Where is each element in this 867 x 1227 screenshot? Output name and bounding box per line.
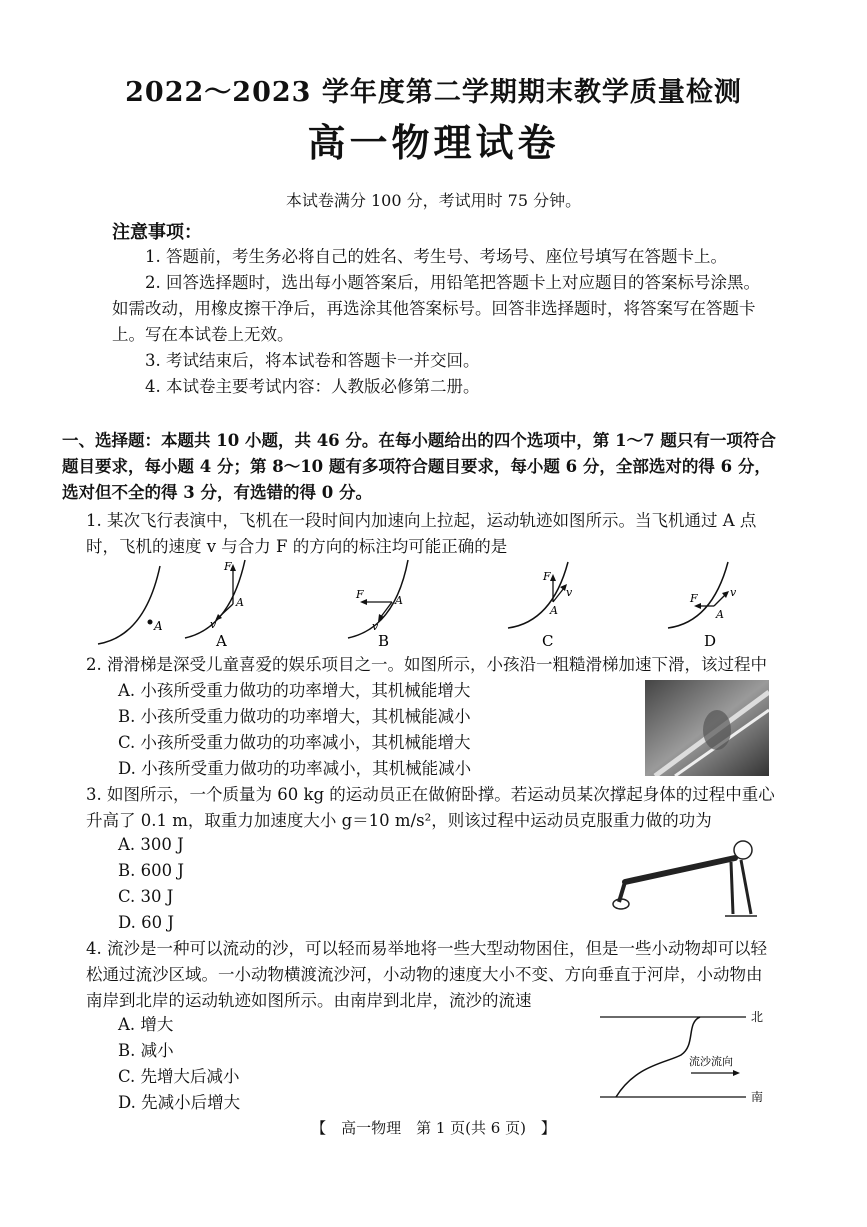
notice-item-4: 4. 本试卷主要考试内容：人教版必修第二册。	[145, 377, 480, 396]
question-3-stem: 3. 如图所示，一个质量为 60 kg 的运动员正在做俯卧撑。若运动员某次撑起身体的过程中重心升高了 0.1 m，取重力加速度大小 g＝10 m/s²，则该过程中运动员克服重力做的功为	[86, 785, 775, 830]
question-4-option-d: D. 先减小后增大	[118, 1093, 241, 1112]
question-3-option-d: D. 60 J	[118, 913, 174, 932]
option-a-letter: A	[216, 632, 227, 650]
velocity-arrow-b	[380, 602, 392, 618]
question-1-stem: 1. 某次飞行表演中，飞机在一段时间内加速向上拉起，运动轨迹如图所示。当飞机通过 A 点时，飞机的速度 v 与合力 F 的方向的标注均可能正确的是	[86, 511, 757, 556]
point-a-dot	[148, 620, 153, 625]
velocity-arrow-a	[218, 604, 233, 618]
f-label: F	[543, 570, 551, 583]
question-3-option-c: C. 30 J	[118, 887, 174, 906]
point-a-label: A	[154, 619, 163, 633]
f-label: F	[690, 592, 698, 605]
arrow-head	[550, 574, 556, 581]
a-label: A	[236, 596, 244, 609]
question-3-option-a: A. 300 J	[118, 835, 184, 854]
question-2-option-d: D. 小孩所受重力做功的功率减小，其机械能减小	[118, 759, 472, 778]
slide-photo	[645, 680, 769, 776]
section-1-heading: 一、选择题：本题共 10 小题，共 46 分。在每小题给出的四个选项中，第 1～7 题只有一项符合题目要求，每小题 4 分；第 8～10 题有多项符合题目要求，每小题 6 分，全部选对的得 6 分，选对但不全的得 3 分，有选错的得 0 分。	[62, 431, 776, 502]
option-c-letter: C	[542, 632, 554, 650]
flow-label: 流沙流向	[689, 1055, 733, 1068]
option-b-letter: B	[378, 632, 390, 650]
notice-heading: 注意事项：	[112, 222, 202, 243]
question-2-option-a: A. 小孩所受重力做功的功率增大，其机械能增大	[118, 681, 471, 700]
page-footer: 【 高一物理 第 1 页(共 6 页) 】	[311, 1119, 556, 1137]
v-label: v	[566, 586, 573, 599]
question-3-option-b: B. 600 J	[118, 861, 184, 880]
question-2-option-c: C. 小孩所受重力做功的功率减小，其机械能增大	[118, 733, 471, 752]
question-1-figures	[90, 556, 770, 651]
notice-item-1: 1. 答题前，考生务必将自己的姓名、考生号、考场号、座位号填写在答题卡上。	[145, 247, 727, 266]
animal-trajectory	[616, 1017, 700, 1097]
trajectory-curve	[98, 566, 160, 644]
arrow-head	[733, 1070, 740, 1076]
river-diagram	[596, 1005, 776, 1110]
question-2-stem: 2. 滑滑梯是深受儿童喜爱的娱乐项目之一。如图所示，小孩沿一粗糙滑梯加速下滑，该过程中	[86, 655, 767, 674]
v-label: v	[210, 618, 217, 631]
f-label: F	[224, 560, 232, 573]
question-2-option-b: B. 小孩所受重力做功的功率增大，其机械能减小	[118, 707, 471, 726]
south-label: 南	[751, 1090, 764, 1104]
question-4-option-a: A. 增大	[118, 1015, 174, 1034]
question-4-option-b: B. 减小	[118, 1041, 174, 1060]
velocity-arrow-d	[714, 594, 726, 606]
a-label: A	[716, 608, 724, 621]
north-label: 北	[751, 1010, 764, 1024]
exam-title-subject: 高一物理试卷	[307, 120, 560, 165]
exam-title-line1: 2022～2023 学年度第二学期期末教学质量检测	[125, 77, 742, 108]
v-label: v	[730, 586, 737, 599]
a-label: A	[395, 594, 403, 607]
a-label: A	[550, 604, 558, 617]
notice-item-2: 2. 回答选择题时，选出每小题答案后，用铅笔把答题卡上对应题目的答案标号涂黑。如需改动，用橡皮擦干净后，再选涂其他答案标号。回答非选择题时，将答案写在答题卡上。写在本试卷上无效。	[112, 273, 760, 344]
question-4-option-c: C. 先增大后减小	[118, 1067, 240, 1086]
option-d-letter: D	[704, 632, 717, 650]
v-label: v	[372, 620, 379, 633]
question-4-stem: 4. 流沙是一种可以流动的沙，可以轻而易举地将一些大型动物困住，但是一些小动物却可以轻松通过流沙区域。一小动物横渡流沙河，小动物的速度大小不变、方向垂直于河岸，小动物由南岸到北岸的运动轨迹如图所示。由南岸到北岸，流沙的流速	[86, 939, 767, 1010]
pushup-illustration	[605, 830, 775, 922]
notice-item-3: 3. 考试结束后，将本试卷和答题卡一并交回。	[145, 351, 480, 370]
f-label: F	[356, 588, 364, 601]
exam-meta: 本试卷满分 100 分，考试用时 75 分钟。	[285, 191, 582, 210]
